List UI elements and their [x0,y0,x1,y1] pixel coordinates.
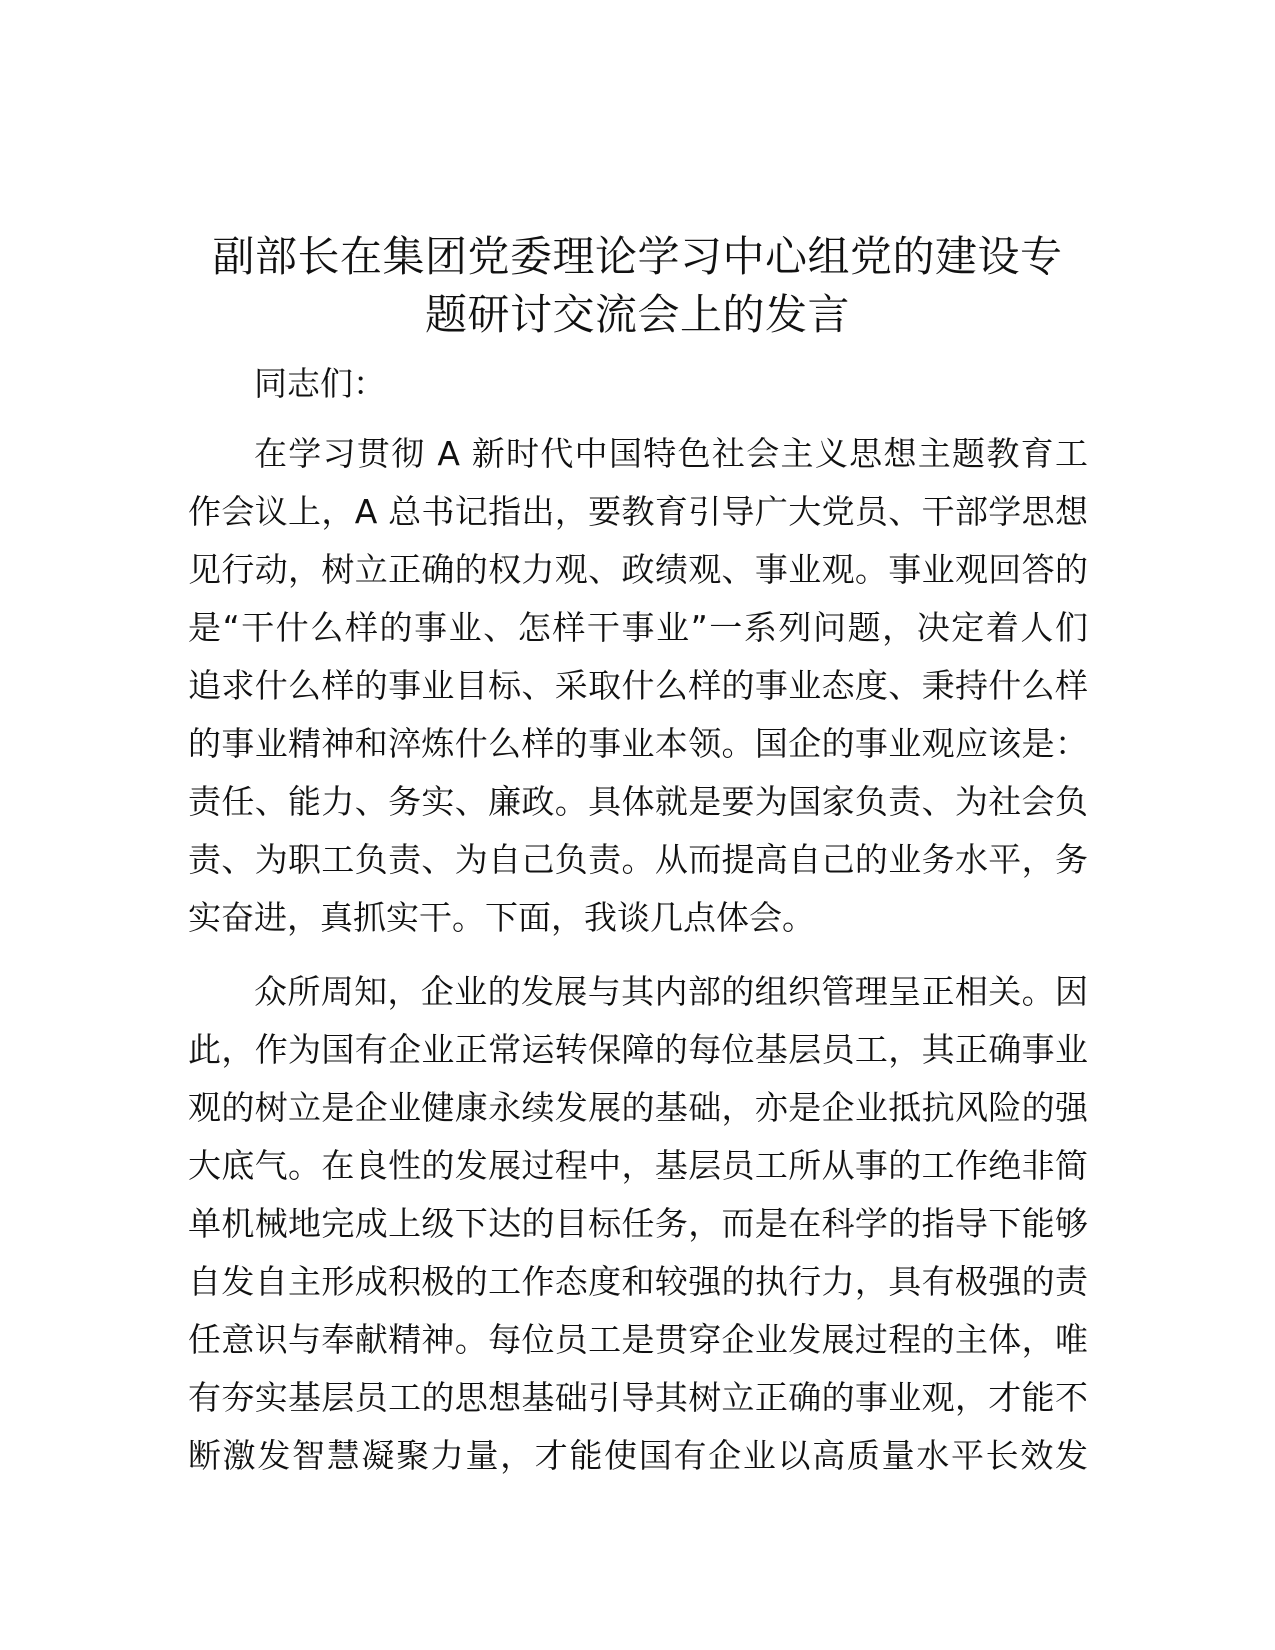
paragraph-line: 断激发智慧凝聚力量，才能使国有企业以高质量水平长效发 [188,1436,1088,1475]
paragraph-line: 追求什么样的事业目标、采取什么样的事业态度、秉持什么样 [188,666,1088,705]
paragraph-line: 作会议上，A 总书记指出，要教育引导广大党员、干部学思想 [188,492,1088,531]
paragraph-line: 责任、能力、务实、廉政。具体就是要为国家负责、为社会负 [188,782,1088,821]
paragraph-line: 见行动，树立正确的权力观、政绩观、事业观。事业观回答的 [188,550,1088,589]
paragraph-line: 众所周知，企业的发展与其内部的组织管理呈正相关。因 [254,972,1088,1011]
salutation-text: 同志们： [254,364,386,403]
paragraph-line: 在学习贯彻 A 新时代中国特色社会主义思想主题教育工 [254,434,1088,473]
document-title [150,228,1125,344]
paragraph-line: 此，作为国有企业正常运转保障的每位基层员工，其正确事业 [188,1030,1088,1069]
paragraph-2 [188,963,1088,1485]
paragraph-1 [188,425,1088,947]
title-line-2: 题研讨交流会上的发言 [424,290,850,339]
paragraph-line: 责、为职工负责、为自己负责。从而提高自己的业务水平，务 [188,840,1088,879]
paragraph-line: 单机械地完成上级下达的目标任务，而是在科学的指导下能够 [188,1204,1088,1243]
paragraph-line: 的事业精神和淬炼什么样的事业本领。国企的事业观应该是： [188,724,1088,763]
paragraph-line: 有夯实基层员工的思想基础引导其树立正确的事业观，才能不 [188,1378,1088,1417]
paragraph-line: 任意识与奉献精神。每位员工是贯穿企业发展过程的主体，唯 [188,1320,1088,1359]
paragraph-line: 观的树立是企业健康永续发展的基础，亦是企业抵抗风险的强 [188,1088,1088,1127]
title-line-1: 副部长在集团党委理论学习中心组党的建设专 [212,232,1063,281]
paragraph-line: 是“干什么样的事业、怎样干事业”一系列问题，决定着人们 [188,608,1088,647]
paragraph-line: 实奋进，真抓实干。下面，我谈几点体会。 [188,898,815,937]
paragraph-line: 大底气。在良性的发展过程中，基层员工所从事的工作绝非简 [188,1146,1088,1185]
salutation [188,355,1088,413]
paragraph-line: 自发自主形成积极的工作态度和较强的执行力，具有极强的责 [188,1262,1088,1301]
